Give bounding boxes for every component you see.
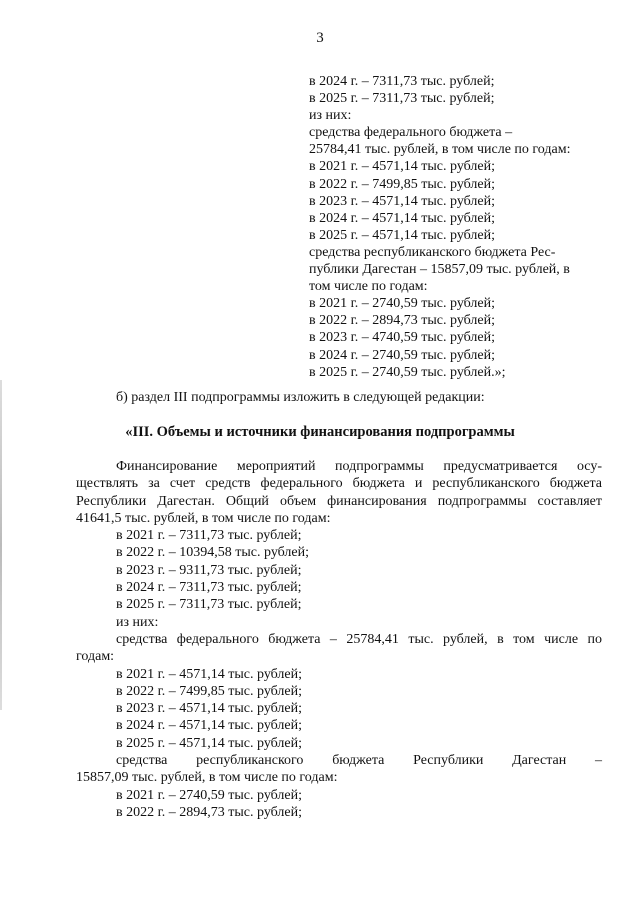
text-line: в 2025 г. – 4571,14 тыс. рублей; — [309, 227, 495, 243]
instruction-line: б) раздел III подпрограммы изложить в следующей редакции: — [116, 390, 485, 405]
text-line: в 2024 г. – 2740,59 тыс. рублей; — [309, 347, 495, 363]
text-line: в 2023 г. – 4740,59 тыс. рублей; — [309, 330, 495, 346]
text-line: том числе по годам: — [309, 279, 428, 295]
republic-line: 15857,09 тыс. рублей, в том числе по годам: — [76, 770, 338, 786]
total-year-line: в 2024 г. – 7311,73 тыс. рублей; — [116, 580, 302, 596]
text-line: средства республиканского бюджета Рес- — [309, 244, 556, 260]
paragraph-line: ществлять за счет средств федерального бюджета и республиканского бюджета — [76, 476, 602, 492]
federal-year-line: в 2022 г. – 7499,85 тыс. рублей; — [116, 683, 302, 699]
text-line: в 2025 г. – 2740,59 тыс. рублей.»; — [309, 364, 506, 380]
republic-line — [76, 752, 602, 769]
republic-year-line: в 2021 г. – 2740,59 тыс. рублей; — [116, 787, 302, 803]
text-line: в 2022 г. – 7499,85 тыс. рублей; — [309, 176, 495, 192]
text-line: в 2024 г. – 4571,14 тыс. рублей; — [309, 210, 495, 226]
total-year-line: в 2023 г. – 9311,73 тыс. рублей; — [116, 562, 302, 578]
total-year-line: в 2022 г. – 10394,58 тыс. рублей; — [116, 545, 309, 561]
word: Республики — [413, 753, 484, 769]
word: республиканского — [196, 753, 304, 769]
top-right-block — [309, 73, 604, 381]
text-line: в 2023 г. – 4571,14 тыс. рублей; — [309, 193, 495, 209]
federal-year-line: в 2025 г. – 4571,14 тыс. рублей; — [116, 735, 302, 751]
text-line: в 2021 г. – 2740,59 тыс. рублей; — [309, 296, 495, 312]
section-heading: «III. Объемы и источники финансирования подпрограммы — [125, 424, 515, 440]
section-body — [76, 458, 602, 821]
federal-year-line: в 2023 г. – 4571,14 тыс. рублей; — [116, 701, 302, 717]
paragraph-line: Финансирование мероприятий подпрограммы предусматривается осу- — [116, 459, 602, 474]
federal-line: годам: — [76, 649, 115, 665]
of-them-line: из них: — [116, 614, 159, 630]
word: Дагестан — [512, 753, 567, 769]
paragraph-line: 41641,5 тыс. рублей, в том числе по годам: — [76, 510, 331, 526]
word: бюджета — [332, 753, 385, 769]
text-line: из них: — [309, 108, 352, 124]
text-line: в 2022 г. – 2894,73 тыс. рублей; — [309, 313, 495, 329]
text-line: в 2024 г. – 7311,73 тыс. рублей; — [309, 74, 495, 89]
republic-year-line: в 2022 г. – 2894,73 тыс. рублей; — [116, 804, 302, 820]
text-line: средства федерального бюджета – — [309, 125, 513, 141]
word: средства — [116, 753, 168, 769]
text-line: в 2025 г. – 7311,73 тыс. рублей; — [309, 91, 495, 107]
text-line: в 2021 г. – 4571,14 тыс. рублей; — [309, 159, 495, 175]
text-line: публики Дагестан – 15857,09 тыс. рублей, в — [309, 262, 570, 278]
total-year-line: в 2021 г. – 7311,73 тыс. рублей; — [116, 528, 302, 544]
paragraph-line: Республики Дагестан. Общий объем финансирования подпрограммы составляет — [76, 493, 602, 509]
word: – — [594, 753, 602, 769]
federal-line: средства федерального бюджета – 25784,41 тыс. рублей, в том числе по — [116, 631, 602, 647]
federal-year-line: в 2021 г. – 4571,14 тыс. рублей; — [116, 666, 302, 682]
federal-year-line: в 2024 г. – 4571,14 тыс. рублей; — [116, 718, 302, 734]
page-number: 3 — [316, 30, 324, 46]
total-year-line: в 2025 г. – 7311,73 тыс. рублей; — [116, 597, 302, 613]
text-line: 25784,41 тыс. рублей, в том числе по годам: — [309, 142, 571, 158]
